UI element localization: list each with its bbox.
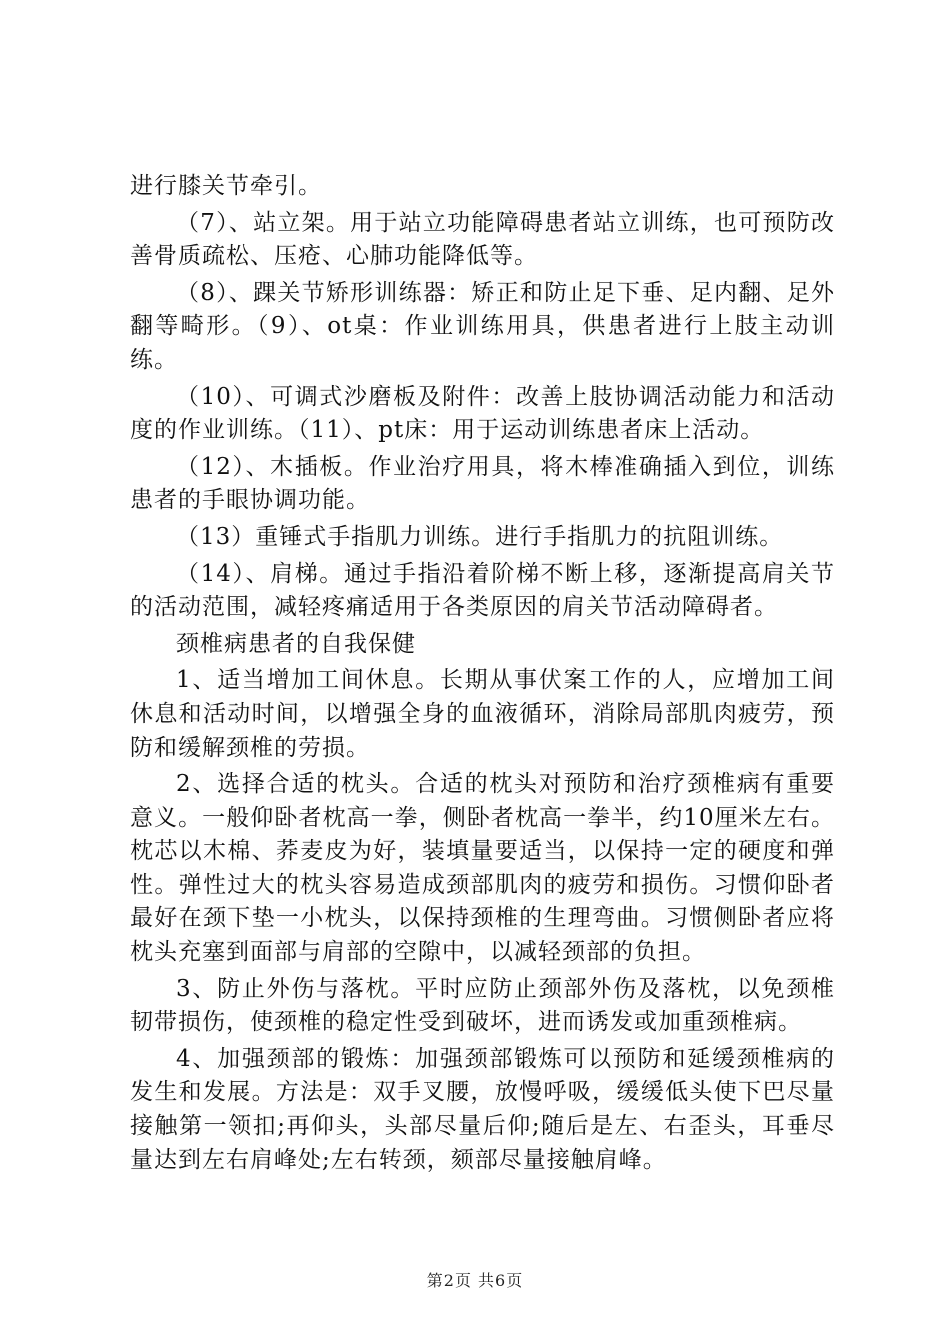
paragraph-tip-4: 4、加强颈部的锻炼：加强颈部锻炼可以预防和延缓颈椎病的发生和发展。方法是：双手叉腰，放慢呼吸，缓缓低头使下巴尽量接触第一领扣;再仰头，头部尽量后仰;随后是左、右歪头，耳垂尽量达到左右肩峰处;左右转颈，颏部尽量接触肩峰。 — [130, 1045, 835, 1173]
paragraph-item-13: （13）重锤式手指肌力训练。进行手指肌力的抗阻训练。 — [176, 523, 784, 550]
paragraph-item-8-9: （8）、踝关节矫形训练器：矫正和防止足下垂、足内翻、足外翻等畸形。（9）、ot桌：作业训练用具，供患者进行上肢主动训练。 — [130, 279, 835, 373]
page-footer: 第2页 共6页 — [426, 1271, 524, 1290]
paragraph-continuation: 进行膝关节牵引。 — [130, 173, 322, 199]
paragraph-tip-3: 3、防止外伤与落枕。平时应防止颈部外伤及落枕，以免颈椎韧带损伤，使颈椎的稳定性受到破坏，进而诱发或加重颈椎病。 — [130, 975, 835, 1036]
paragraph-item-14: （14）、肩梯。通过手指沿着阶梯不断上移，逐渐提高肩关节的活动范围，减轻疼痛适用于各类原因的肩关节活动障碍者。 — [130, 560, 835, 621]
paragraph-item-10-11: （10）、可调式沙磨板及附件：改善上肢协调活动能力和活动度的作业训练。（11）、pt床：用于运动训练患者床上活动。 — [130, 383, 835, 444]
paragraph-item-7: （7）、站立架。用于站立功能障碍患者站立训练，也可预防改善骨质疏松、压疮、心肺功能降低等。 — [130, 209, 835, 270]
paragraph-tip-1: 1、适当增加工间休息。长期从事伏案工作的人，应增加工间休息和活动时间，以增强全身的血液循环，消除局部肌肉疲劳，预防和缓解颈椎的劳损。 — [130, 667, 835, 761]
paragraph-item-12: （12）、木插板。作业治疗用具，将木棒准确插入到位，训练患者的手眼协调功能。 — [130, 453, 835, 514]
document-body — [130, 170, 835, 1180]
section-heading: 颈椎病患者的自我保健 — [176, 630, 416, 657]
paragraph-tip-2: 2、选择合适的枕头。合适的枕头对预防和治疗颈椎病有重要意义。一般仰卧者枕高一拳，侧卧者枕高一拳半，约10厘米左右。枕芯以木棉、荞麦皮为好，装填量要适当，以保持一定的硬度和弹性。弹性过大的枕头容易造成颈部肌肉的疲劳和损伤。习惯仰卧者最好在颈下垫一小枕头，以保持颈椎的生理弯曲。习惯侧卧者应将枕头充塞到面部与肩部的空隙中，以减轻颈部的负担。 — [130, 771, 835, 966]
